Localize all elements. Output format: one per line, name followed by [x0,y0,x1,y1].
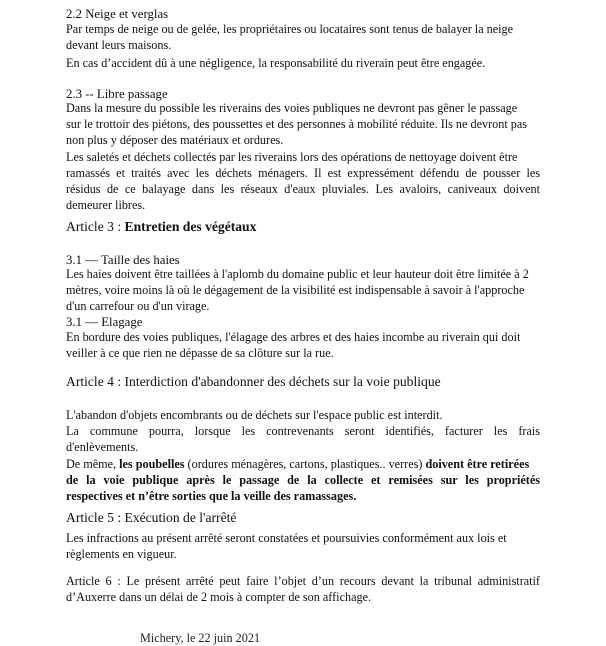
text-line: d'enlèvements. [66,440,139,455]
article-5-heading: Article 5 : Exécution de l'arrêté [66,510,237,525]
text-line [66,456,540,472]
section-3-1-haies-title: 3.1 — Taille des haies [66,253,180,267]
article-4-body [66,407,540,504]
section-3-1-elagage-body [66,329,540,361]
text-line: règlements en vigueur. [66,547,177,562]
text-line: sur le trottoir des piétons, des poussettes et des personnes à mobilité réduite. Ils ne devront pas [66,117,527,132]
bold-line: de la voie publique après le passage de la collecte et remisées sur les propriétés [66,472,540,487]
section-2-2-body [66,21,540,72]
bold-line: respectives et n’être sorties que la veille des ramassages. [66,489,357,504]
text-line: résidus de ce balayage dans les réseaux d'eaux pluviales. Les avaloirs, caniveaux doivent [66,182,540,197]
text-line: En bordure des voies publiques, l'élagage des arbres et des haies incombe au riverain qui doit [66,330,521,344]
text-line: Les saletés et déchets collectés par les riverains lors des opérations de nettoyage doivent être [66,149,518,164]
bold-run: doivent être retirées [425,456,530,471]
text-line: Article 6 : Le présent arrêté peut faire l’objet d’un recours devant la tribunal administratif [66,574,540,588]
section-3-1-haies-body [66,266,540,315]
text-line: Dans la mesure du possible les riverains des voies publiques ne devront pas gêner le passage [66,101,518,115]
text-line: mètres, voire moins là où le dégagement de la visibilité est indispensable à savoir à l'approche [66,283,525,298]
section-3-1-elagage-title: 3.1 — Elagage [66,315,143,329]
section-2-2-title: 2.2 Neige et verglas [66,7,169,21]
text-line: L'abandon d'objets encombrants ou de déchets sur l'espace public est interdit. [66,408,443,422]
article-6-body [66,573,540,605]
article-3-heading [66,219,540,235]
text-run: De même, [66,456,120,471]
text-line: Les haies doivent être taillées à l'aplomb du domaine public et leur hauteur doit être limitée à 2 [66,267,529,281]
text-run: (ordures ménagères, cartons, plastiques.. verres) [184,456,426,471]
text-line: d’Auxerre dans un délai de 2 mois à compter de son affichage. [66,590,372,605]
text-line: veiller à ce que rien ne dépasse de sa clôture sur la rue. [66,346,334,361]
article-5-body [66,530,540,562]
bold-run: les poubelles [119,456,185,471]
text-line: Par temps de neige ou de gelée, les propriétaires ou locataires sont tenus de balayer la neige [66,22,514,36]
text-line: En cas d’accident dû à une négligence, la responsabilité du riverain peut être engagée. [66,56,486,71]
article-3-prefix: Article 3 : [66,219,125,234]
section-2-3-title: 2.3 -- Libre passage [66,87,168,101]
text-line: d'un carrefour ou d'un virage. [66,299,210,314]
text-line: Les infractions au présent arrêté seront constatées et poursuivies conformément aux lois et [66,531,507,545]
text-line: non plus y déposer des matériaux et ordures. [66,133,284,148]
section-2-3-body [66,100,540,213]
text-line: devant leurs maisons. [66,38,172,53]
text-line: demeurer libres. [66,198,146,213]
signature-date-line: Michery, le 22 juin 2021 [140,631,261,645]
article-4-heading: Article 4 : Interdiction d'abandonner des déchets sur la voie publique [66,374,441,389]
article-3-title: Entretien des végétaux [124,219,257,234]
text-line: ramassés et traités avec les déchets ménagers. Il est expressément défendu de pousser les [66,165,540,180]
text-line: La commune pourra, lorsque les contrevenants seront identifiés, facturer les frais [66,424,540,439]
